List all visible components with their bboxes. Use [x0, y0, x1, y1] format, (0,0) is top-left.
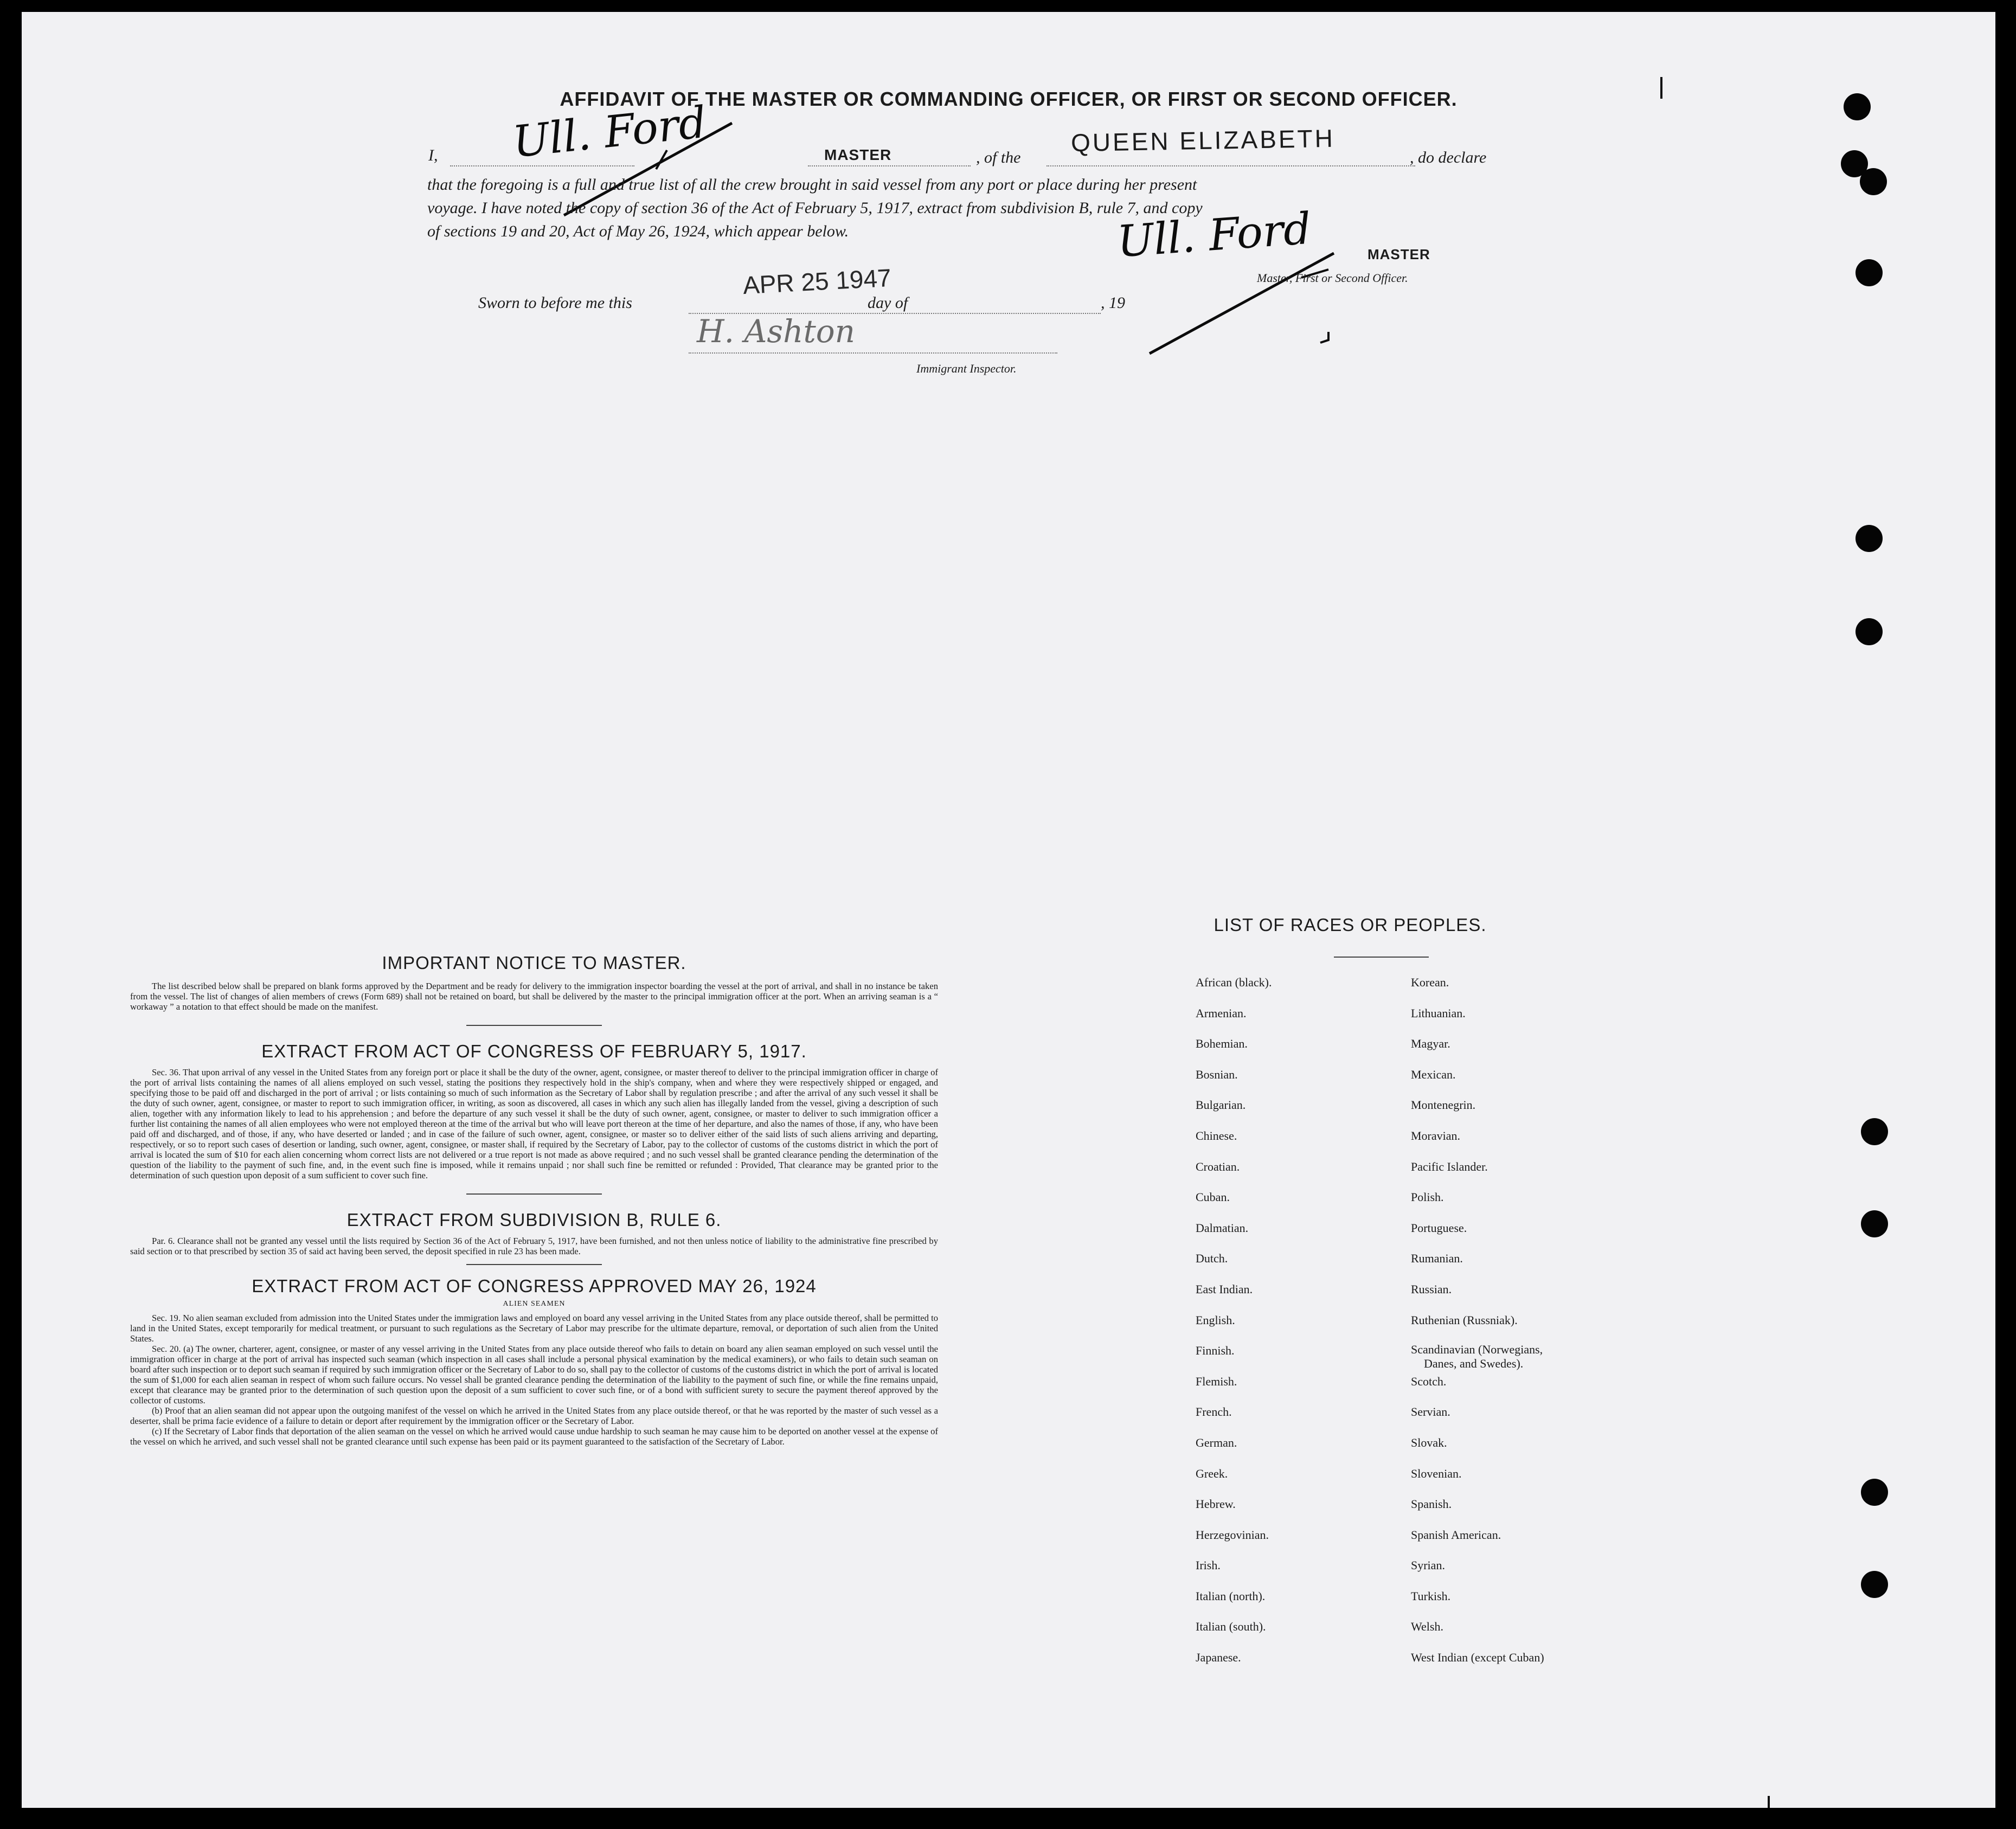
- race-item: Bohemian.: [1196, 1037, 1248, 1051]
- punch-hole: [1861, 1210, 1888, 1237]
- race-item: Montenegrin.: [1411, 1098, 1476, 1112]
- race-item: Spanish.: [1411, 1497, 1452, 1511]
- extract-1924-sec19: Sec. 19. No alien seaman excluded from admission into the United States under the immigration laws and employed on board any vessel arriving in the United States from any place outside thereof, shall be permitted to land in the United States, except temporarily for medical treatment, or pursuant to such regulations as the Secretary of Labor may prescribe for the ultimate departure, removal, or deportation of such alien from the United States.: [130, 1313, 938, 1344]
- signature-rank: MASTER: [1367, 246, 1430, 262]
- extract-1917-body: Sec. 36. That upon arrival of any vessel in the United States from any foreign port or place it shall be the duty of the owner, agent, consignee, or master thereof to deliver to the principal immigration officer in charge of the port of arrival lists containing the names of all aliens employed on such vessel, stating the positions they respectively hold in the ship's company, when and where they were respectively shipped or engaged, and specifying those to be paid off and discharged in the port of arrival ; or lists containing so much of such information as the Secretary of Labor shall by regulation prescribe ; and after the arrival of any such vessel it shall be the duty of such owner, agent, consignee, or master to report to such immigration officer, in writing, as soon as discovered, all cases in which any such alien has illegally landed from the vessel, giving a description of such alien, together with any information likely to lead to his apprehension ; and before the departure of any such vessel it shall be the duty of such owner, agent, consignee, or master to deliver to such immigration officer a further list containing the names of all alien employees who were not employed thereon at the time of the arrival but who will leave port thereon at the time of her departure, and also the names of those, if any, who have been paid off and discharged, and of those, if any, who have deserted or landed ; and in case of the failure of such owner, agent, consignee, or master so to deliver either of the said lists of such aliens arriving and departing, respectively, or so to report such cases of desertion or landing, such owner, agent, consignee, or master shall, if required by the Secretary of Labor, pay to the collector of customs of the customs district in which the port of arrival is located the sum of $10 for each alien concerning whom correct lists are not delivered or a true report is not made as above required ; and no such vessel shall be granted clearance pending the determination of the question of the liability to the payment of such fine, and, in the event such fine is imposed, while it remains unpaid ; nor shall such fine be remitted or refunded : Provided, That clearance may be granted prior to the determination of such question upon deposit of a sum sufficient to cover such fine.: [130, 1067, 938, 1180]
- punch-hole: [1861, 1571, 1888, 1598]
- race-item: Herzegovinian.: [1196, 1528, 1269, 1542]
- sworn-date-stamp: APR 25 1947: [742, 263, 892, 300]
- races-title: LIST OF RACES OR PEOPLES.: [1214, 915, 1487, 935]
- extract-1924-subtitle: ALIEN SEAMEN: [503, 1300, 566, 1308]
- master-signature: Ull. Ford: [1115, 203, 1313, 267]
- extract-1924-sec20c: (c) If the Secretary of Labor finds that deportation of the alien seaman on the vessel on which he arrived would cause undue hardship to such seaman he may cause him to be deported on another vessel at the expense of the vessel on which he arrived, and such vessel shall not be granted clearance until such expense has been paid or its payment guaranteed to the satisfaction of the Secretary of Labor.: [130, 1426, 938, 1447]
- race-item: Magyar.: [1411, 1037, 1450, 1051]
- affidavit-do-declare: , do declare: [1410, 149, 1487, 166]
- race-item: Mexican.: [1411, 1067, 1456, 1081]
- race-item: East Indian.: [1196, 1282, 1253, 1296]
- race-item: Lithuanian.: [1411, 1006, 1466, 1020]
- race-item: Pacific Islander.: [1411, 1159, 1488, 1173]
- race-item: Bulgarian.: [1196, 1098, 1246, 1112]
- race-item: Welsh.: [1411, 1620, 1443, 1634]
- vessel-name: QUEEN ELIZABETH: [1070, 124, 1336, 157]
- extract-rule6-title: EXTRACT FROM SUBDIVISION B, RULE 6.: [346, 1210, 722, 1230]
- inspector-signature: H. Ashton: [697, 313, 856, 350]
- race-item: German.: [1196, 1435, 1237, 1449]
- race-item: Chinese.: [1196, 1128, 1237, 1143]
- race-item: French.: [1196, 1405, 1232, 1419]
- extract-1924-title: EXTRACT FROM ACT OF CONGRESS APPROVED MAY 26, 1924: [252, 1276, 817, 1296]
- race-item: Portuguese.: [1411, 1221, 1467, 1235]
- affidavit-i-label: I,: [428, 146, 438, 164]
- document-page: [22, 12, 1995, 1808]
- separator: [466, 1025, 602, 1026]
- race-item: Italian (south).: [1196, 1620, 1266, 1634]
- race-item: Servian.: [1411, 1405, 1450, 1419]
- punch-hole: [1856, 525, 1883, 552]
- race-item: Flemish.: [1196, 1374, 1237, 1388]
- race-item: Syrian.: [1411, 1558, 1445, 1573]
- race-item: Scotch.: [1411, 1374, 1447, 1388]
- notice-intro: The list described below shall be prepared on blank forms approved by the Department and be ready for delivery to the immigration inspector boarding the vessel at the port of arrival, and shall in no instance be taken from the vessel. The list of changes of alien members of crews (Form 689) shall not be retained on board, but shall be delivered by the master to the principal immigration officer at the port. When an arriving seaman is a “ workaway ” a notation to that effect should be made on the manifest.: [130, 981, 938, 1012]
- race-item: Russian.: [1411, 1282, 1452, 1296]
- race-item: Polish.: [1411, 1190, 1444, 1204]
- race-item: Japanese.: [1196, 1651, 1241, 1665]
- edge-mark: [1768, 1796, 1770, 1808]
- race-item: African (black).: [1196, 976, 1272, 989]
- vessel-fill-line: [1046, 165, 1415, 166]
- inspector-fill-line: [689, 352, 1057, 354]
- race-item: Spanish American.: [1411, 1528, 1501, 1542]
- race-item: Slovenian.: [1411, 1466, 1462, 1480]
- race-item: Italian (north).: [1196, 1589, 1266, 1603]
- affidavit-title: AFFIDAVIT OF THE MASTER OR COMMANDING OFFICER, OR FIRST OR SECOND OFFICER.: [560, 88, 1458, 110]
- race-item-continuation: Danes, and Swedes).: [1424, 1357, 1524, 1371]
- year-prefix: , 19: [1101, 294, 1125, 312]
- sworn-prefix: Sworn to before me this: [478, 294, 632, 312]
- race-item: Greek.: [1196, 1466, 1228, 1480]
- race-item: Rumanian.: [1411, 1252, 1463, 1266]
- affidavit-rank: MASTER: [824, 146, 892, 163]
- race-item: Croatian.: [1196, 1159, 1240, 1173]
- affidavit-statement-1: that the foregoing is a full and true list of all the crew brought in said vessel from any port or place during her present: [427, 176, 1197, 194]
- race-item: Armenian.: [1196, 1006, 1247, 1020]
- race-item-text: Scandinavian (Norwegians,: [1411, 1343, 1543, 1357]
- race-item: English.: [1196, 1313, 1235, 1327]
- inspector-label: Immigrant Inspector.: [916, 362, 1017, 375]
- extract-1924-sec20a: Sec. 20. (a) The owner, charterer, agent, consignee, or master of any vessel arriving in the United States from any place outside thereof who fails to detain on board any alien seaman employed on such vessel until the immigration officer in charge at the port of arrival has inspected such seaman (which inspection in all cases shall include a personal physical examination by the medical examiners), or who fails to detain such seaman on board after such inspection or to deport such seaman if required by such immigration officer or the Secretary of Labor to do so, shall pay to the collector of customs of the customs district in which the port of arrival is located the sum of $1,000 for each alien seaman in respect of whom such failure occurs. No vessel shall be granted clearance pending the determination of the liability to the payment of such fine, or while the fine remains unpaid, except that clearance may be granted prior to the determination of such question upon the deposit of a sum sufficient to cover such fine, or of a bond with sufficient surety to secure the payment thereof approved by the collector of customs.: [130, 1344, 938, 1406]
- separator: [466, 1264, 602, 1265]
- race-item: Bosnian.: [1196, 1067, 1238, 1081]
- race-item: Korean.: [1411, 976, 1449, 989]
- separator: [466, 1193, 602, 1195]
- race-item: Moravian.: [1411, 1128, 1461, 1143]
- race-item: Finnish.: [1196, 1344, 1235, 1358]
- race-item: Turkish.: [1411, 1589, 1451, 1603]
- punch-hole: [1860, 168, 1887, 195]
- race-item: Dutch.: [1196, 1252, 1228, 1266]
- signature-stroke: [1144, 245, 1339, 359]
- race-item: [1411, 1343, 1639, 1374]
- rank-fill-line: [808, 165, 971, 166]
- extract-1917-title: EXTRACT FROM ACT OF CONGRESS OF FEBRUARY 5, 1917.: [261, 1041, 807, 1061]
- race-item: Hebrew.: [1196, 1497, 1236, 1511]
- race-item: Dalmatian.: [1196, 1221, 1249, 1235]
- punch-hole: [1856, 618, 1883, 645]
- legal-notices: [130, 953, 938, 1447]
- affidavit-statement-3: of sections 19 and 20, Act of May 26, 1924, which appear below.: [427, 222, 849, 240]
- notice-title: IMPORTANT NOTICE TO MASTER.: [382, 953, 686, 973]
- extract-rule6-body: Par. 6. Clearance shall not be granted any vessel until the lists required by Section 36 of the Act of February 5, 1917, have been furnished, and not then unless notice of liability to the administrative fine prescribed by said section or to that prescribed by section 35 of said act having been served, the deposit specified in rule 23 has been made.: [130, 1236, 938, 1256]
- affidavit-statement-2: voyage. I have noted the copy of section 36 of the Act of February 5, 1917, extract from subdivision B, rule 7, and copy: [427, 199, 1203, 217]
- race-item: Irish.: [1196, 1558, 1221, 1573]
- race-item: Slovak.: [1411, 1435, 1447, 1449]
- punch-hole: [1861, 1118, 1888, 1145]
- punch-hole: [1861, 1479, 1888, 1506]
- signature-label: Master, First or Second Officer.: [1257, 271, 1408, 285]
- races-right-column: [1411, 974, 1639, 1680]
- races-rule: [1334, 957, 1429, 958]
- extract-1924-sec20b: (b) Proof that an alien seaman did not appear upon the outgoing manifest of the vessel on which he arrived in the United States from any place outside thereof, or that he was reported by the master of such vessel as a deserter, shall be prima facie evidence of a failure to detain or deport after requirement by the immigration officer or the Secretary of Labor.: [130, 1406, 938, 1426]
- master-signature-top: Ull. Ford: [510, 97, 709, 168]
- affidavit-of-the: , of the: [976, 149, 1021, 166]
- races-left-column: [1196, 974, 1391, 1680]
- race-item: Cuban.: [1196, 1190, 1230, 1204]
- race-item: Ruthenian (Russniak).: [1411, 1313, 1518, 1327]
- race-item: West Indian (except Cuban): [1411, 1651, 1544, 1665]
- day-of: day of: [868, 294, 908, 312]
- punch-hole: [1856, 259, 1883, 286]
